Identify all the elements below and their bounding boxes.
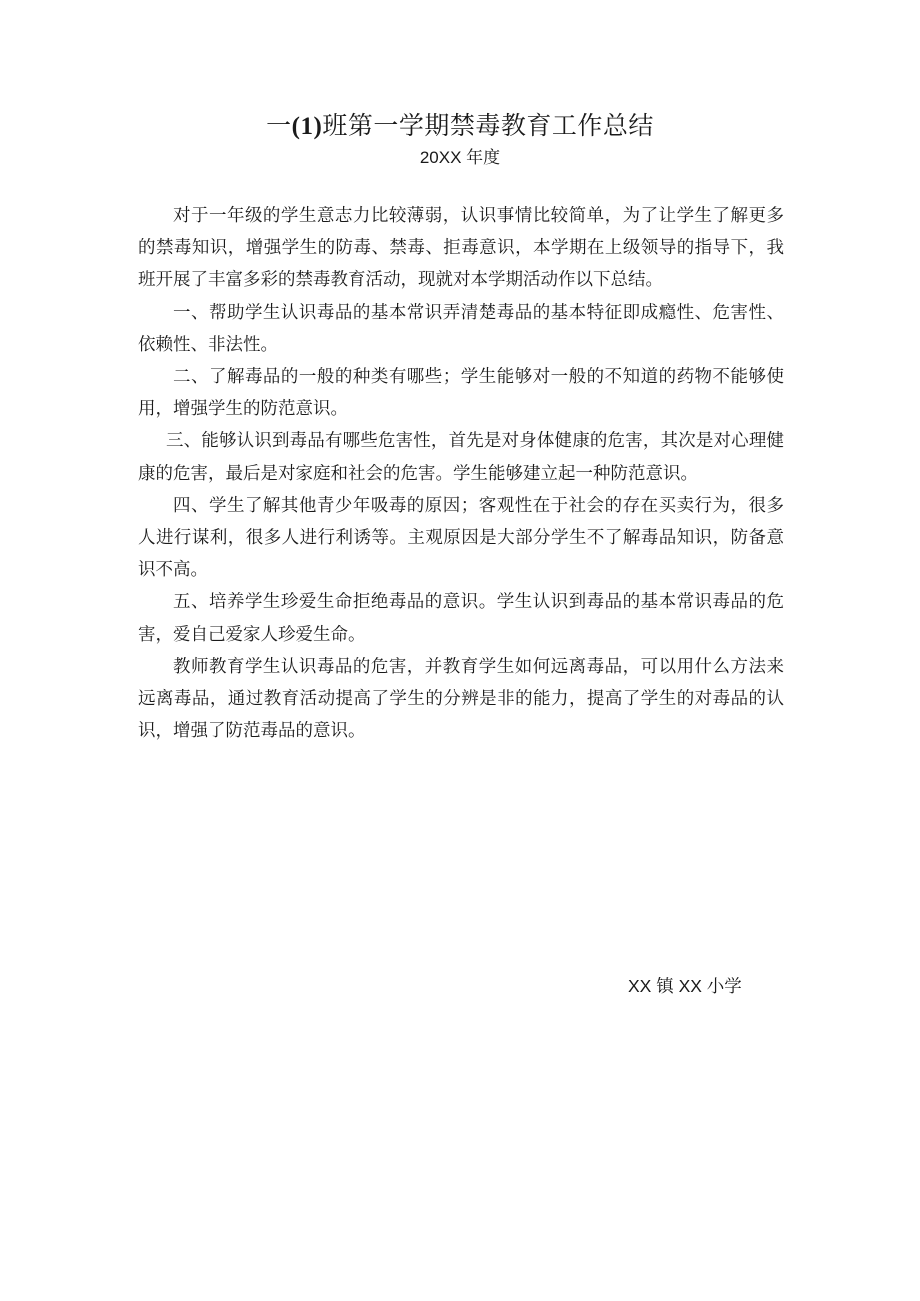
paragraph-intro: 对于一年级的学生意志力比较薄弱，认识事情比较简单，为了让学生了解更多的禁毒知识，增强学生的防毒、禁毒、拒毒意识，本学期在上级领导的指导下，我班开展了丰富多彩的禁毒教育活动，现就对本学期活动作以下总结。: [138, 206, 784, 291]
title-prefix: 一: [266, 111, 292, 140]
year-label: 20XX 年度: [419, 148, 501, 167]
paragraph-conclusion: 教师教育学生认识毒品的危害，并教育学生如何远离毒品，可以用什么方法来远离毒品，通过教育活动提高了学生的分辨是非的能力，提高了学生的对毒品的认识，增强了防范毒品的意识。: [138, 656, 784, 742]
document-body: [138, 200, 784, 747]
paragraph-item-2: 二、了解毒品的一般的种类有哪些；学生能够对一般的不知道的药物不能够使用，增强学生的防范意识。: [138, 367, 784, 420]
paragraph-item-5: 五、培养学生珍爱生命拒绝毒品的意识。学生认识到毒品的基本常识毒品的危害，爱自己爱家人珍爱生命。: [138, 592, 784, 645]
school-signature: XX 镇 XX 小学: [628, 976, 742, 996]
title-suffix: 班第一学期禁毒教育工作总结: [322, 111, 654, 140]
paragraph-item-4: 四、学生了解其他青少年吸毒的原因；客观性在于社会的存在买卖行为，很多人进行谋利，很多人进行利诱等。主观原因是大部分学生不了解毒品知识，防备意识不高。: [138, 495, 784, 581]
document-title: [0, 108, 920, 145]
title-class-number: (1): [291, 113, 323, 140]
paragraph-item-3: 三、能够认识到毒品有哪些危害性，首先是对身体健康的危害，其次是对心理健康的危害，最后是对家庭和社会的危害。学生能够建立起一种防范意识。: [138, 431, 784, 484]
paragraph-item-1: 一、帮助学生认识毒品的基本常识弄清楚毒品的基本特征即成瘾性、危害性、依赖性、非法性。: [138, 302, 784, 355]
